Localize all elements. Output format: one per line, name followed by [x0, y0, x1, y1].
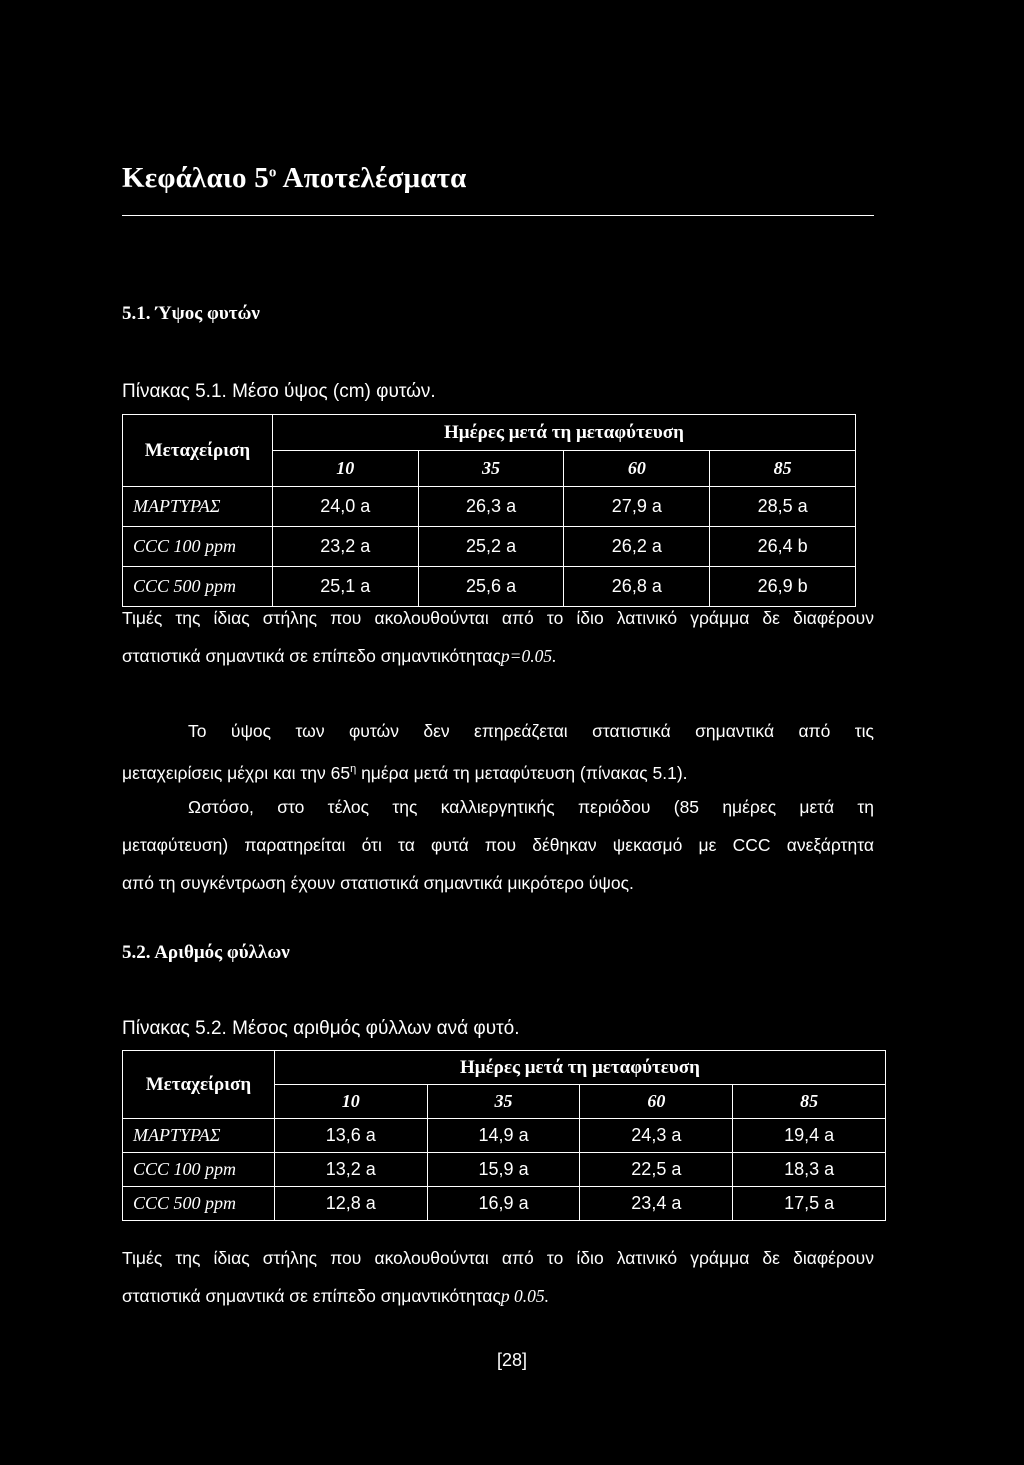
- table-cell: 25,6 a: [418, 567, 564, 607]
- chapter-title: Κεφάλαιο $5^o$ Αποτελέσματα: [122, 162, 467, 194]
- table-cell: 16,9 a: [427, 1187, 580, 1221]
- table-note-2-line1: Τιμές της ίδιας στήλης που ακολουθούνται από το ίδιο λατινικό γράμμα δε διαφέρουν: [122, 1248, 874, 1268]
- table-cell: 12,8 a: [274, 1187, 427, 1221]
- table-note-2-line2: στατιστικά σημαντικά σε επίπεδο σημαντικότηταςp 0.05.: [122, 1286, 550, 1306]
- table-cell: 26,4 b: [710, 527, 856, 567]
- table-cell: 23,2 a: [272, 527, 418, 567]
- treatment-header: Μεταχείριση: [123, 1051, 275, 1119]
- table-cell: 13,2 a: [274, 1153, 427, 1187]
- paragraph-1-line1: Το ύψος των φυτών δεν επηρεάζεται στατιστικά σημαντικά από τις: [188, 721, 874, 741]
- page-number: [28]: [496, 1350, 528, 1370]
- table-cell: 24,3 a: [580, 1119, 733, 1153]
- plant-height-table: [122, 414, 856, 607]
- table-cell: 24,0 a: [272, 487, 418, 527]
- day-header: 85: [710, 451, 856, 487]
- leaf-count-table: [122, 1050, 886, 1221]
- table-cell: 26,3 a: [418, 487, 564, 527]
- table-caption-2: Πίνακας 5.2. Μέσος αριθμός φύλλων ανά φυτό.: [122, 1018, 520, 1039]
- day-header: 10: [274, 1085, 427, 1119]
- paragraph-2-line1: Ωστόσο, στο τέλος της καλλιεργητικής περιόδου (85 ημέρες μετά τη: [188, 797, 874, 817]
- section-heading-1: 5.1. Ύψος φυτών: [122, 303, 260, 324]
- table-cell: 15,9 a: [427, 1153, 580, 1187]
- table-cell: 28,5 a: [710, 487, 856, 527]
- row-label: ΜΑΡΤΥΡΑΣ: [123, 487, 273, 527]
- day-header: 60: [564, 451, 710, 487]
- section-heading-2: 5.2. Αριθμός φύλλων: [122, 942, 290, 963]
- table-cell: 13,6 a: [274, 1119, 427, 1153]
- row-label: CCC 500 ppm: [123, 1187, 275, 1221]
- row-label: CCC 100 ppm: [123, 527, 273, 567]
- day-header: 10: [272, 451, 418, 487]
- table-cell: 19,4 a: [733, 1119, 886, 1153]
- table-row: [123, 1119, 886, 1153]
- days-header: Ημέρες μετά τη μεταφύτευση: [272, 415, 855, 451]
- table-row: [123, 1153, 886, 1187]
- paragraph-1-line2: μεταχειρίσεις μέχρι και την $65^\eta$ ημέρα μετά τη μεταφύτευση (πίνακας 5.1).: [122, 762, 688, 783]
- table-cell: 23,4 a: [580, 1187, 733, 1221]
- table-cell: 14,9 a: [427, 1119, 580, 1153]
- day-header: 35: [418, 451, 564, 487]
- table-row: [123, 1187, 886, 1221]
- table-note-1-line2: στατιστικά σημαντικά σε επίπεδο σημαντικότηταςp=0.05.: [122, 646, 557, 666]
- table-cell: 18,3 a: [733, 1153, 886, 1187]
- table-cell: 26,8 a: [564, 567, 710, 607]
- table-cell: 26,2 a: [564, 527, 710, 567]
- table-cell: 17,5 a: [733, 1187, 886, 1221]
- table-cell: 25,1 a: [272, 567, 418, 607]
- paragraph-2-line2: μεταφύτευση) παρατηρείται ότι τα φυτά που δέθηκαν ψεκασμό με CCC ανεξάρτητα: [122, 835, 874, 855]
- table-row: [123, 527, 856, 567]
- row-label: CCC 500 ppm: [123, 567, 273, 607]
- row-label: ΜΑΡΤΥΡΑΣ: [123, 1119, 275, 1153]
- day-header: 85: [733, 1085, 886, 1119]
- treatment-header: Μεταχείριση: [123, 415, 273, 487]
- table-note-1-line1: Τιμές της ίδιας στήλης που ακολουθούνται από το ίδιο λατινικό γράμμα δε διαφέρουν: [122, 608, 874, 628]
- table-cell: 25,2 a: [418, 527, 564, 567]
- header-divider: [122, 215, 874, 216]
- table-cell: 26,9 b: [710, 567, 856, 607]
- day-header: 35: [427, 1085, 580, 1119]
- row-label: CCC 100 ppm: [123, 1153, 275, 1187]
- day-header: 60: [580, 1085, 733, 1119]
- days-header: Ημέρες μετά τη μεταφύτευση: [274, 1051, 885, 1085]
- table-caption-1: Πίνακας 5.1. Μέσο ύψος (cm) φυτών.: [122, 381, 436, 402]
- table-cell: 22,5 a: [580, 1153, 733, 1187]
- table-cell: 27,9 a: [564, 487, 710, 527]
- table-row: [123, 487, 856, 527]
- paragraph-2-line3: από τη συγκέντρωση έχουν στατιστικά σημαντικά μικρότερο ύψος.: [122, 873, 634, 893]
